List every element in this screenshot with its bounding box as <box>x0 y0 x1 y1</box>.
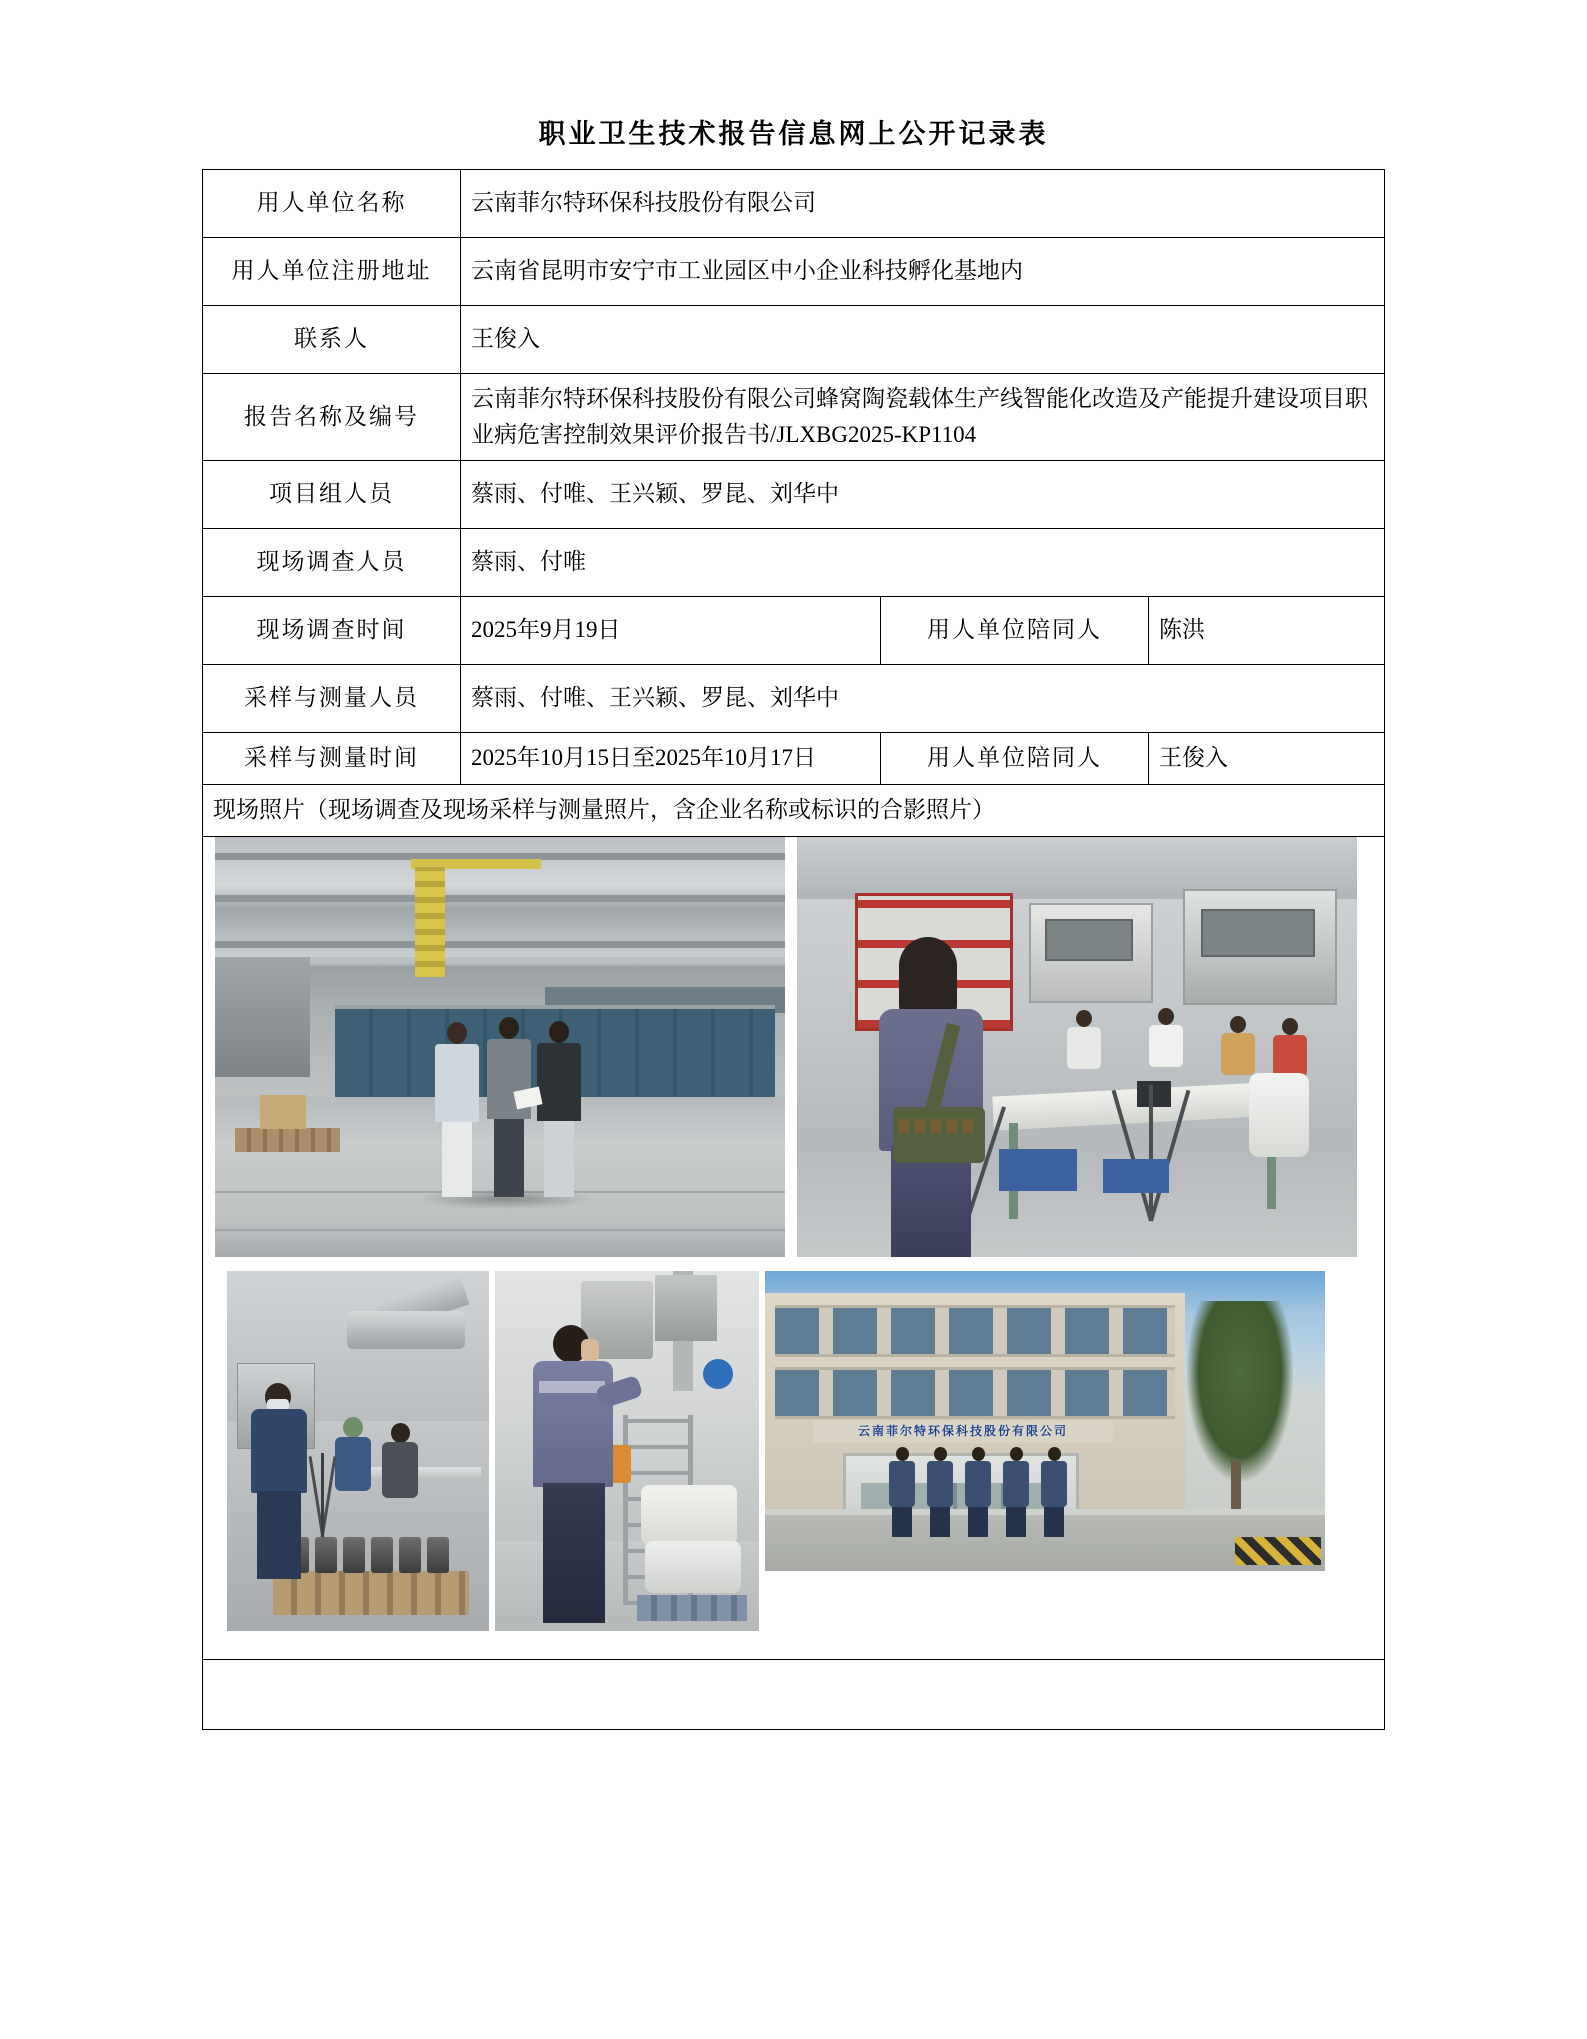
white-sack <box>641 1485 737 1545</box>
person-head <box>1048 1447 1061 1461</box>
person-figure <box>1221 1016 1255 1075</box>
person-torso <box>382 1442 418 1498</box>
photo-row-top <box>203 837 1384 1271</box>
row-label-project-team: 项目组人员 <box>203 461 461 529</box>
person-figure <box>1003 1447 1029 1537</box>
person-torso <box>889 1461 915 1507</box>
person-head <box>343 1417 363 1438</box>
person-head <box>1282 1018 1298 1035</box>
cardboard-box <box>260 1095 306 1129</box>
person-legs <box>892 1507 912 1537</box>
person-torso <box>1149 1025 1183 1067</box>
sampling-worker-figure <box>531 1325 623 1625</box>
person-torso <box>537 1043 581 1121</box>
table-row <box>203 238 1385 306</box>
tripod-head <box>1137 1081 1171 1107</box>
person-torso <box>1221 1033 1255 1075</box>
row-value-contact-person: 王俊入 <box>461 306 1385 374</box>
person-torso <box>335 1437 371 1491</box>
white-sack <box>1249 1073 1309 1157</box>
person-figure <box>1149 1008 1183 1067</box>
tool-bag <box>893 1107 985 1163</box>
ceramic-cylinder <box>343 1537 365 1573</box>
safety-sign-icon <box>703 1359 733 1389</box>
table-row-photos <box>203 836 1385 1659</box>
person-head <box>896 1447 909 1461</box>
photos-section-header: 现场照片（现场调查及现场采样与测量照片，含企业名称或标识的合影照片） <box>203 784 1385 836</box>
person-legs <box>544 1121 574 1197</box>
person-torso <box>251 1409 307 1493</box>
inspector-figure <box>871 937 989 1257</box>
person-legs <box>1044 1507 1064 1537</box>
ventilation-duct <box>347 1311 465 1349</box>
tree-canopy <box>1187 1301 1293 1481</box>
tripod-leg <box>1149 1085 1153 1221</box>
blue-crate <box>999 1149 1077 1191</box>
person-legs <box>968 1507 988 1537</box>
table-row-photos-header <box>203 784 1385 836</box>
row-label-site-survey-staff: 现场调查人员 <box>203 529 461 597</box>
person-head <box>549 1021 569 1043</box>
person-head <box>1158 1008 1174 1025</box>
roof-beam <box>215 895 785 902</box>
person-torso <box>1003 1461 1029 1507</box>
photos-container <box>203 836 1385 1659</box>
row-label-sampling-time: 采样与测量时间 <box>203 733 461 785</box>
machine-window <box>1201 909 1315 957</box>
row-label-survey-accompany: 用人单位陪同人 <box>881 597 1149 665</box>
ceramic-cylinder <box>399 1537 421 1573</box>
person-face <box>581 1339 599 1361</box>
record-table <box>202 169 1385 1730</box>
table-row-blank <box>203 1659 1385 1729</box>
person-torso <box>927 1461 953 1507</box>
row-value-sampling-time: 2025年10月15日至2025年10月17日 <box>461 733 881 785</box>
person-legs <box>257 1491 301 1579</box>
person-head <box>934 1447 947 1461</box>
person-figure <box>889 1447 915 1537</box>
table-row <box>203 461 1385 529</box>
person-legs <box>1006 1507 1026 1537</box>
company-facade-group-photo <box>765 1271 1325 1571</box>
table-row <box>203 597 1385 665</box>
person-torso <box>1041 1461 1067 1507</box>
person-legs <box>930 1507 950 1537</box>
person-figure <box>1273 1018 1307 1077</box>
person-figure <box>435 1022 479 1197</box>
table-row <box>203 733 1385 785</box>
lab-machine <box>1029 903 1153 1003</box>
machine-window <box>1045 919 1133 961</box>
row-value-survey-time: 2025年9月19日 <box>461 597 881 665</box>
yellow-ladder <box>415 867 445 977</box>
person-figure <box>537 1021 581 1197</box>
blue-pallet <box>637 1595 747 1621</box>
tree <box>1177 1301 1297 1531</box>
blank-cell <box>203 1659 1385 1729</box>
person-head <box>447 1022 467 1044</box>
person-head <box>499 1017 519 1039</box>
company-name-sign: 云南菲尔特环保科技股份有限公司 <box>813 1421 1113 1443</box>
person-torso <box>435 1044 479 1122</box>
row-value-sampling-accompany: 王俊入 <box>1149 733 1385 785</box>
person-figure <box>333 1417 373 1521</box>
person-figure <box>965 1447 991 1537</box>
row-value-sampling-staff: 蔡雨、付唯、王兴颖、罗昆、刘华中 <box>461 665 1385 733</box>
photo-row-bottom <box>203 1271 1384 1645</box>
reflective-stripe <box>539 1381 605 1393</box>
ceramic-cylinder <box>371 1537 393 1573</box>
person-head <box>1076 1010 1092 1027</box>
person-torso <box>965 1461 991 1507</box>
lab-machine <box>1183 889 1337 1005</box>
row-value-project-team: 蔡雨、付唯、王兴颖、罗昆、刘华中 <box>461 461 1385 529</box>
person-torso <box>533 1361 613 1487</box>
workshop-equipment <box>215 957 310 1077</box>
row-label-sampling-accompany: 用人单位陪同人 <box>881 733 1149 785</box>
person-head <box>391 1423 410 1443</box>
hazard-stripe-barrier <box>1235 1537 1321 1565</box>
row-label-survey-time: 现场调查时间 <box>203 597 461 665</box>
row-label-contact-person: 联系人 <box>203 306 461 374</box>
sampling-worker-figure <box>247 1383 309 1579</box>
workshop-survey-photo <box>215 837 785 1257</box>
table-row <box>203 306 1385 374</box>
row-value-site-survey-staff: 蔡雨、付唯 <box>461 529 1385 597</box>
person-head <box>1010 1447 1023 1461</box>
person-torso <box>1067 1027 1101 1069</box>
measurement-room-photo <box>797 837 1357 1257</box>
window-row <box>775 1367 1175 1419</box>
floor-seam <box>215 1229 785 1231</box>
person-figure <box>1041 1447 1067 1537</box>
row-label-employer-name: 用人单位名称 <box>203 170 461 238</box>
row-label-report-name-number: 报告名称及编号 <box>203 374 461 461</box>
person-torso <box>1273 1035 1307 1077</box>
row-value-survey-accompany: 陈洪 <box>1149 597 1385 665</box>
row-value-registered-address: 云南省昆明市安宁市工业园区中小企业科技孵化基地内 <box>461 238 1385 306</box>
person-figure <box>1067 1010 1101 1069</box>
hopper-sampling-photo <box>495 1271 759 1631</box>
row-value-report-name-number: 云南菲尔特环保科技股份有限公司蜂窝陶瓷载体生产线智能化改造及产能提升建设项目职业病危害控制效果评价报告书/JLXBG2025-KP1104 <box>461 374 1385 461</box>
row-label-registered-address: 用人单位注册地址 <box>203 238 461 306</box>
roof-beam <box>215 941 785 948</box>
person-figure <box>927 1447 953 1537</box>
row-value-employer-name: 云南菲尔特环保科技股份有限公司 <box>461 170 1385 238</box>
person-legs <box>494 1119 524 1197</box>
ceramic-cylinder <box>427 1537 449 1573</box>
material-hopper <box>655 1275 717 1341</box>
ceramic-cylinder <box>315 1537 337 1573</box>
person-head <box>972 1447 985 1461</box>
row-label-sampling-staff: 采样与测量人员 <box>203 665 461 733</box>
person-head <box>1230 1016 1246 1033</box>
table-row <box>203 665 1385 733</box>
table-row <box>203 170 1385 238</box>
dust-sampling-photo <box>227 1271 489 1631</box>
window-row <box>775 1305 1175 1357</box>
table-row <box>203 529 1385 597</box>
person-legs <box>442 1122 472 1197</box>
person-legs <box>543 1483 605 1623</box>
wood-pallet <box>235 1128 340 1152</box>
page-title: 职业卫生技术报告信息网上公开记录表 <box>538 119 1049 149</box>
table-row <box>203 374 1385 461</box>
white-sack <box>645 1541 741 1593</box>
blue-crate <box>1103 1159 1169 1193</box>
person-figure <box>381 1423 419 1523</box>
